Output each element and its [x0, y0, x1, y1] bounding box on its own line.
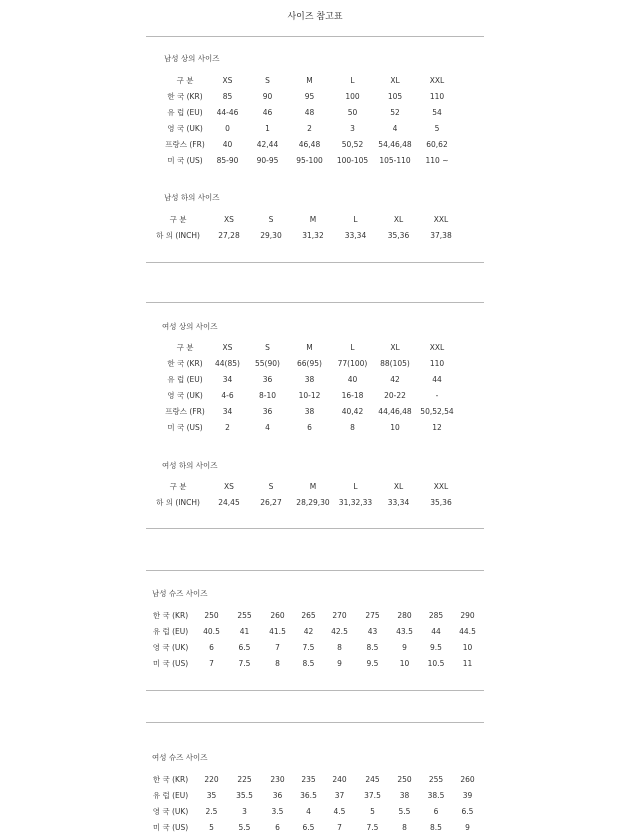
size-cell: 10: [462, 643, 473, 652]
row-label-cell: 유 럽 (EU): [167, 108, 203, 117]
size-cell: 4.5: [333, 807, 346, 816]
size-cell: L: [350, 76, 355, 85]
size-cell: S: [265, 76, 270, 85]
table-row: [146, 820, 483, 836]
size-cell: M: [309, 215, 317, 224]
row-label-cell: 프랑스 (FR): [165, 140, 205, 149]
size-cell: 4: [392, 124, 398, 133]
size-cell: 230: [270, 775, 285, 784]
size-cell: 34: [222, 375, 233, 384]
size-cell: 11: [462, 659, 473, 668]
size-cell: 5: [434, 124, 440, 133]
row-label-cell: 유 럽 (EU): [152, 627, 189, 636]
size-cell: 8: [350, 423, 355, 432]
size-cell: 4: [265, 423, 270, 432]
size-cell: XL: [390, 343, 400, 352]
size-cell: 50,52: [341, 140, 364, 149]
size-cell: 50,52,54: [420, 407, 454, 416]
size-cell: 8: [337, 643, 342, 652]
table-row: [162, 388, 458, 404]
table-row: [146, 640, 483, 656]
size-cell: 37,38: [430, 231, 452, 240]
size-cell: 1: [265, 124, 270, 133]
divider: [146, 302, 484, 303]
divider: [146, 722, 484, 723]
row-label-cell: 한 국 (KR): [152, 775, 189, 784]
size-cell: 250: [204, 611, 219, 620]
row-label-cell: 미 국 (US): [152, 659, 189, 668]
size-cell: 8.5: [430, 823, 442, 832]
size-cell: 60,62: [426, 140, 448, 149]
row-label-cell: 미 국 (US): [152, 823, 189, 832]
size-cell: 10.5: [427, 659, 445, 668]
row-label-cell: 유 럽 (EU): [152, 791, 189, 800]
size-cell: 27,28: [218, 231, 240, 240]
divider: [146, 528, 484, 529]
size-cell: 33,34: [387, 498, 410, 507]
row-label-cell: 한 국 (KR): [167, 359, 203, 368]
size-cell: 90-95: [256, 156, 279, 165]
size-cell: 9.5: [366, 659, 379, 668]
size-cell: 24,45: [218, 498, 240, 507]
size-cell: 7: [337, 823, 342, 832]
table-row: [162, 121, 458, 137]
size-cell: 8.5: [366, 643, 379, 652]
table-row: [146, 624, 483, 640]
size-cell: 5.5: [238, 823, 251, 832]
table-row: [162, 89, 458, 105]
size-cell: XL: [393, 482, 404, 491]
size-cell: 38: [304, 407, 315, 416]
size-cell: 44: [432, 375, 442, 384]
size-cell: 77(100): [337, 359, 368, 368]
size-cell: 34: [222, 407, 233, 416]
size-cell: 9: [402, 643, 407, 652]
women-top-title: 여성 상의 사이즈: [162, 322, 218, 331]
size-cell: 40: [347, 375, 358, 384]
table-row: [162, 420, 458, 436]
size-cell: 255: [428, 775, 444, 784]
size-cell: 40: [222, 140, 233, 149]
size-cell: 41.5: [269, 627, 286, 636]
men-shoes-table: [146, 608, 483, 672]
size-cell: 37: [334, 791, 345, 800]
size-cell: 6.5: [302, 823, 315, 832]
size-cell: 10: [399, 659, 410, 668]
size-cell: 9.5: [430, 643, 442, 652]
men-bottom-title: 남성 하의 사이즈: [164, 193, 220, 202]
size-cell: 7: [209, 659, 214, 668]
table-row: [162, 153, 458, 169]
size-cell: 31,32,33: [338, 498, 373, 507]
size-cell: 280: [397, 611, 412, 620]
table-header-row: [162, 73, 458, 89]
size-cell: 42.5: [331, 627, 348, 636]
women-shoes-table: [146, 772, 483, 836]
women-bottom-table: [148, 479, 462, 511]
size-cell: 2: [307, 124, 312, 133]
divider: [146, 36, 484, 37]
size-cell: 110: [429, 92, 445, 101]
size-cell: 44.5: [459, 627, 476, 636]
size-cell: 90: [262, 92, 273, 101]
size-cell: 270: [332, 611, 347, 620]
size-cell: XS: [222, 76, 233, 85]
row-label-cell: 한 국 (KR): [152, 611, 189, 620]
size-cell: 7.5: [366, 823, 379, 832]
size-cell: 220: [204, 775, 219, 784]
women-shoes-title: 여성 슈즈 사이즈: [152, 753, 208, 762]
size-cell: XXL: [429, 76, 445, 85]
page-title: 사이즈 참고표: [287, 12, 343, 22]
size-cell: 260: [460, 775, 475, 784]
size-cell: 240: [332, 775, 347, 784]
size-cell: M: [309, 482, 317, 491]
size-cell: 245: [365, 775, 380, 784]
table-row: [148, 228, 462, 244]
size-cell: 255: [237, 611, 252, 620]
size-cell: 6: [275, 823, 280, 832]
size-cell: 20-22: [384, 391, 406, 400]
size-cell: 9: [337, 659, 342, 668]
table-row: [146, 788, 483, 804]
size-cell: 95: [304, 92, 315, 101]
row-label-cell: 영 국 (UK): [152, 643, 189, 652]
size-cell: 37.5: [364, 791, 381, 800]
row-label-cell: 구 분: [169, 215, 187, 224]
size-cell: 54,46,48: [378, 140, 412, 149]
men-top-table: [162, 73, 458, 169]
size-cell: 2.5: [205, 807, 218, 816]
size-cell: 35.5: [236, 791, 253, 800]
size-cell: 6: [307, 423, 312, 432]
row-label-cell: 유 럽 (EU): [167, 375, 203, 384]
size-cell: S: [268, 215, 274, 224]
size-cell: 31,32: [302, 231, 324, 240]
size-cell: 36.5: [300, 791, 317, 800]
size-cell: M: [306, 343, 313, 352]
size-cell: 6.5: [238, 643, 251, 652]
table-row: [146, 772, 483, 788]
size-cell: 265: [301, 611, 316, 620]
size-cell: 44: [431, 627, 441, 636]
size-cell: 8-10: [258, 391, 277, 400]
size-cell: 285: [428, 611, 444, 620]
size-cell: 44,46,48: [378, 407, 412, 416]
size-cell: 40.5: [203, 627, 220, 636]
size-cell: 36: [272, 791, 283, 800]
size-cell: 100-105: [336, 156, 369, 165]
size-cell: 44(85): [215, 359, 240, 368]
row-label-cell: 구 분: [169, 482, 187, 491]
size-cell: XL: [390, 76, 400, 85]
row-label-cell: 한 국 (KR): [167, 92, 203, 101]
size-cell: 8: [275, 659, 280, 668]
men-top-title: 남성 상의 사이즈: [164, 54, 220, 63]
size-cell: XXL: [433, 482, 449, 491]
size-cell: 33,34: [344, 231, 367, 240]
size-cell: 7.5: [238, 659, 251, 668]
size-cell: 5: [370, 807, 375, 816]
size-cell: 40,42: [341, 407, 364, 416]
size-cell: L: [350, 343, 355, 352]
size-cell: 290: [460, 611, 475, 620]
size-cell: XS: [224, 215, 234, 224]
size-cell: 7: [275, 643, 280, 652]
table-row: [146, 656, 483, 672]
size-cell: 3: [242, 807, 247, 816]
size-cell: 6: [209, 643, 214, 652]
size-cell: 43.5: [396, 627, 413, 636]
table-row: [162, 356, 458, 372]
size-cell: 4-6: [221, 391, 234, 400]
table-row: [162, 372, 458, 388]
size-cell: 54: [432, 108, 442, 117]
size-cell: 8: [402, 823, 407, 832]
size-cell: 35,36: [387, 231, 410, 240]
size-cell: 42: [303, 627, 314, 636]
size-cell: 9: [465, 823, 470, 832]
divider: [146, 262, 484, 263]
size-cell: XXL: [433, 215, 449, 224]
size-cell: 95-100: [296, 156, 323, 165]
size-cell: 16-18: [341, 391, 364, 400]
table-row: [146, 804, 483, 820]
size-cell: 39: [462, 791, 473, 800]
size-cell: 29,30: [260, 231, 282, 240]
size-cell: 235: [301, 775, 316, 784]
table-row: [148, 495, 462, 511]
row-label-cell: 영 국 (UK): [167, 124, 203, 133]
size-cell: 35,36: [430, 498, 452, 507]
size-cell: 38: [304, 375, 315, 384]
size-cell: 35: [206, 791, 217, 800]
men-shoes-title: 남성 슈즈 사이즈: [152, 589, 208, 598]
size-cell: 2: [225, 423, 230, 432]
size-cell: XXL: [429, 343, 445, 352]
size-cell: 6: [433, 807, 439, 816]
row-label-cell: 하 의 (INCH): [156, 231, 200, 240]
size-cell: 260: [270, 611, 285, 620]
size-cell: 88(105): [380, 359, 410, 368]
size-cell: 4: [306, 807, 311, 816]
size-cell: 48: [304, 108, 315, 117]
size-cell: 110 ~: [425, 156, 449, 165]
size-cell: 52: [390, 108, 400, 117]
size-cell: 110: [429, 359, 445, 368]
size-cell: 85: [222, 92, 233, 101]
size-cell: 5.5: [398, 807, 411, 816]
women-top-table: [162, 340, 458, 436]
row-label-cell: 프랑스 (FR): [165, 407, 205, 416]
women-bottom-title: 여성 하의 사이즈: [162, 461, 218, 470]
table-row: [162, 404, 458, 420]
table-header-row: [162, 340, 458, 356]
size-cell: 6.5: [461, 807, 474, 816]
size-cell: 42,44: [256, 140, 279, 149]
table-row: [162, 137, 458, 153]
size-cell: L: [353, 482, 358, 491]
size-cell: 26,27: [260, 498, 282, 507]
size-cell: XS: [224, 482, 234, 491]
size-cell: 50: [347, 108, 358, 117]
men-bottom-table: [148, 212, 462, 244]
size-cell: 100: [345, 92, 360, 101]
size-cell: 10-12: [298, 391, 321, 400]
row-label-cell: 영 국 (UK): [167, 391, 203, 400]
size-cell: 36: [262, 407, 273, 416]
row-label-cell: 영 국 (UK): [152, 807, 189, 816]
size-cell: 36: [262, 375, 273, 384]
size-cell: M: [306, 76, 313, 85]
size-cell: 5: [209, 823, 214, 832]
size-cell: 66(95): [297, 359, 322, 368]
row-label-cell: 미 국 (US): [167, 423, 203, 432]
row-label-cell: 구 분: [176, 76, 194, 85]
size-cell: 12: [432, 423, 442, 432]
size-cell: 46: [262, 108, 273, 117]
table-row: [162, 105, 458, 121]
divider: [146, 570, 484, 571]
table-header-row: [148, 479, 462, 495]
size-cell: 275: [365, 611, 380, 620]
size-cell: 8.5: [302, 659, 315, 668]
size-cell: 85-90: [216, 156, 239, 165]
size-cell: 225: [237, 775, 252, 784]
size-cell: XL: [393, 215, 404, 224]
size-cell: -: [435, 391, 439, 400]
divider: [146, 690, 484, 691]
table-row: [146, 608, 483, 624]
size-cell: 105-110: [379, 156, 411, 165]
size-cell: 42: [390, 375, 400, 384]
size-cell: 38: [399, 791, 410, 800]
size-cell: 55(90): [255, 359, 280, 368]
size-cell: L: [353, 215, 358, 224]
row-label-cell: 미 국 (US): [167, 156, 203, 165]
size-cell: 46,48: [298, 140, 321, 149]
size-cell: 105: [387, 92, 403, 101]
size-cell: S: [265, 343, 270, 352]
size-cell: 250: [397, 775, 412, 784]
size-cell: 44-46: [216, 108, 239, 117]
size-cell: 3.5: [271, 807, 284, 816]
size-cell: S: [268, 482, 274, 491]
size-cell: 0: [225, 124, 230, 133]
size-cell: 10: [390, 423, 400, 432]
row-label-cell: 구 분: [176, 343, 194, 352]
size-cell: 41: [239, 627, 250, 636]
table-header-row: [148, 212, 462, 228]
size-cell: 43: [367, 627, 378, 636]
size-cell: 7.5: [302, 643, 315, 652]
row-label-cell: 하 의 (INCH): [156, 498, 200, 507]
size-cell: 28,29,30: [296, 498, 330, 507]
size-cell: XS: [222, 343, 233, 352]
size-cell: 38.5: [427, 791, 445, 800]
size-cell: 3: [350, 124, 355, 133]
